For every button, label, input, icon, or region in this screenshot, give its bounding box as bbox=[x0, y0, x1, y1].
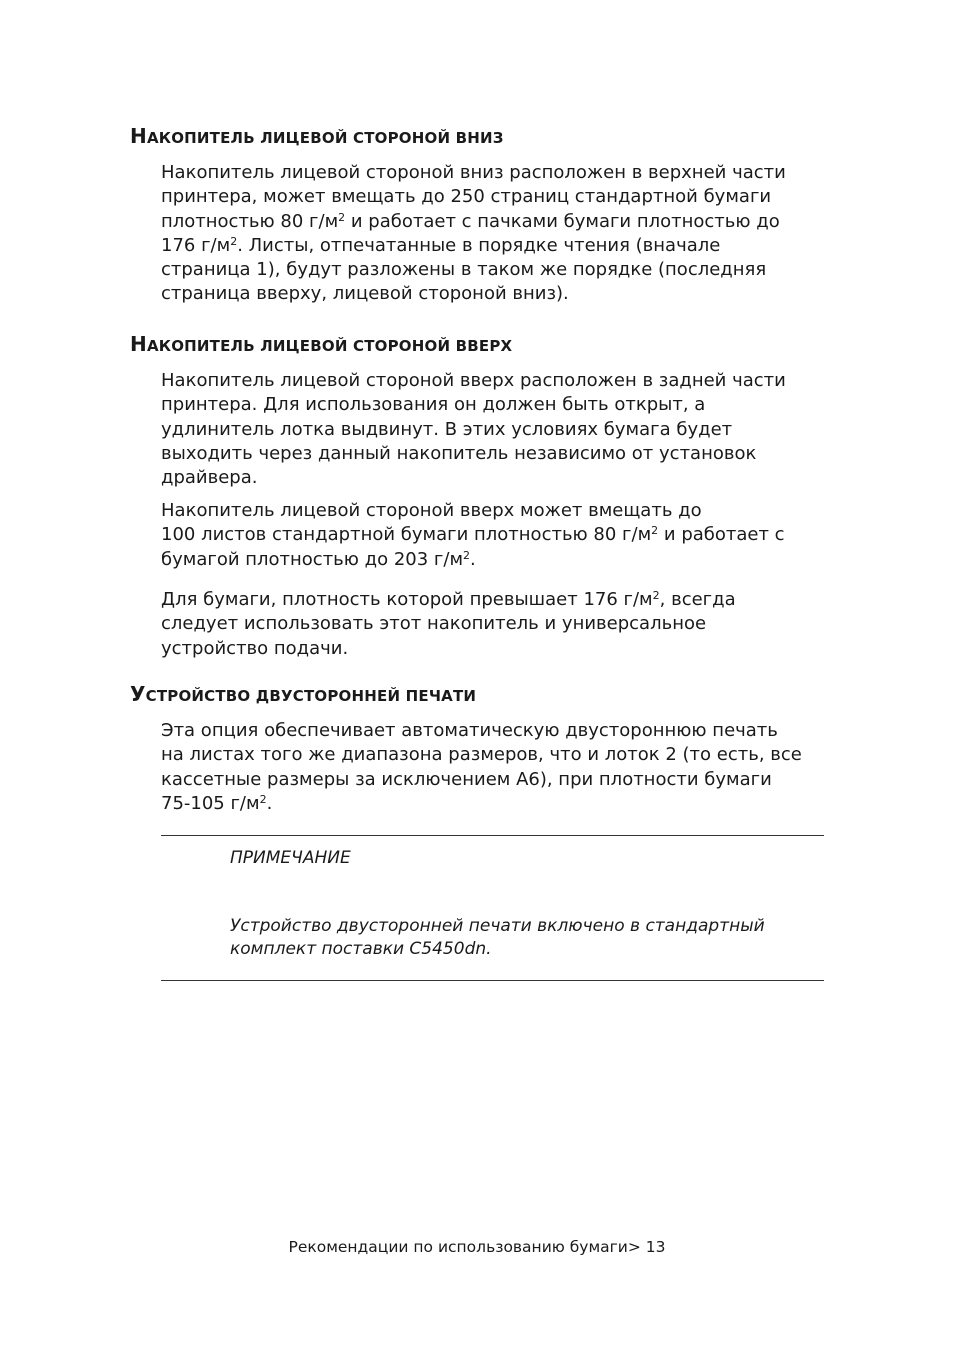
superscript: 2 bbox=[652, 589, 660, 602]
text-line: Накопитель лицевой стороной вверх может вмещать до bbox=[161, 500, 702, 521]
paragraph-face-up-description bbox=[161, 369, 831, 490]
text-line: принтера, может вмещать до 250 страниц стандартной бумаги bbox=[161, 186, 772, 208]
text-line: следует использовать этот накопитель и универсальное bbox=[161, 613, 707, 635]
text-line: 176 $г/м^2$. Листы, отпечатанные в порядке чтения (вначале bbox=[161, 234, 721, 256]
text-line: Для бумаги, плотность которой превышает 176 $г/м^2$, всегда bbox=[161, 589, 736, 610]
note-top-rule bbox=[161, 835, 824, 836]
paragraph-face-down bbox=[161, 161, 831, 307]
text-line: 100 листов стандартной бумаги плотностью 80 $г/м^2$ и работает с bbox=[161, 524, 785, 546]
text-line: страница 1), будут разложены в таком же порядке (последняя bbox=[161, 259, 767, 281]
text-line: Эта опция обеспечивает автоматическую двустороннюю печать bbox=[161, 720, 778, 741]
note-label: ПРИМЕЧАНИЕ bbox=[230, 848, 351, 868]
text-line: бумагой плотностью до 203 $г/м^2$. bbox=[161, 548, 476, 570]
section-heading-face-down: НАКОПИТЕЛЬ ЛИЦЕВОЙ СТОРОНОЙ ВНИЗ bbox=[130, 124, 504, 148]
text-line: удлинитель лотка выдвинут. В этих условиях бумага будет bbox=[161, 418, 733, 440]
text-line: драйвера. bbox=[161, 467, 258, 489]
section-heading-face-up: НАКОПИТЕЛЬ ЛИЦЕВОЙ СТОРОНОЙ ВВЕРХ bbox=[130, 332, 513, 356]
text-line: Накопитель лицевой стороной вверх расположен в задней части bbox=[161, 370, 786, 391]
superscript: 2 bbox=[259, 792, 267, 806]
text-line: принтера. Для использования он должен быть открыт, а bbox=[161, 394, 706, 416]
section-heading-duplex: УСТРОЙСТВО ДВУСТОРОННЕЙ ПЕЧАТИ bbox=[130, 682, 477, 706]
superscript: 2 bbox=[651, 524, 659, 538]
text-line: на листах того же диапазона размеров, что и лоток 2 (то есть, все bbox=[161, 744, 802, 766]
page-footer: Рекомендации по использованию бумаги> 13 bbox=[288, 1238, 666, 1256]
text-line: выходить через данный накопитель независимо от установок bbox=[161, 442, 757, 464]
superscript: 2 bbox=[463, 548, 471, 562]
paragraph-duplex bbox=[161, 719, 831, 816]
text-line: Накопитель лицевой стороной вниз расположен в верхней части bbox=[161, 162, 786, 183]
text-line: страница вверху, лицевой стороной вниз). bbox=[161, 283, 569, 305]
paragraph-face-up-capacity bbox=[161, 499, 831, 572]
note-text-line-2: комплект поставки C5450dn. bbox=[230, 939, 492, 959]
text-line: 75-105 $г/м^2$. bbox=[161, 792, 273, 814]
note-bottom-rule bbox=[161, 980, 824, 981]
superscript: 2 bbox=[230, 234, 238, 248]
text-line: устройство подачи. bbox=[161, 637, 349, 659]
text-line: плотностью 80 $г/м^2$ и работает с пачками бумаги плотностью до bbox=[161, 210, 780, 232]
paragraph-face-up-heavy-paper bbox=[161, 588, 831, 661]
note-text-line-1: Устройство двусторонней печати включено в стандартный bbox=[230, 916, 765, 936]
superscript: 2 bbox=[338, 210, 346, 224]
text-line: кассетные размеры за исключением А6), при плотности бумаги bbox=[161, 768, 772, 790]
